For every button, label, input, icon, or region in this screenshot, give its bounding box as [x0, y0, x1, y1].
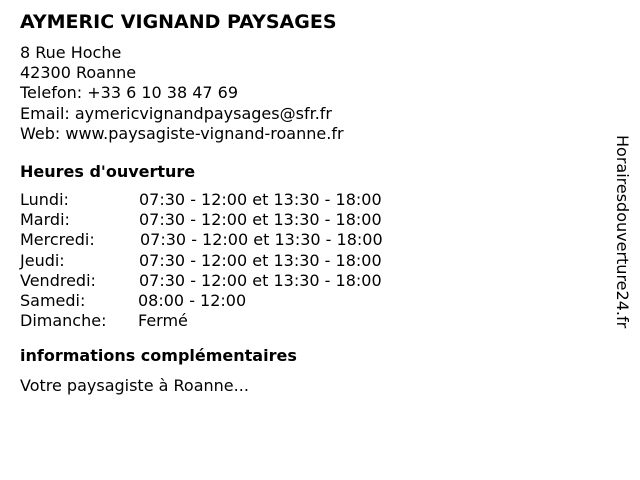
day-label: Mercredi:: [20, 230, 95, 250]
additional-info-heading: informations complémentaires: [20, 346, 297, 366]
contact-block: [20, 43, 600, 144]
street-address: 8 Rue Hoche: [20, 43, 122, 62]
time-range: 07:30 - 12:00 et 13:30 - 18:00: [139, 250, 382, 270]
business-card: [20, 10, 600, 396]
day-label: Jeudi:: [20, 250, 65, 270]
time-range: 08:00 - 12:00: [138, 290, 247, 310]
time-range: 07:30 - 12:00 et 13:30 - 18:00: [140, 230, 383, 250]
day-label: Vendredi:: [20, 270, 96, 290]
hours-row-sunday: [20, 311, 600, 331]
hours-row-friday: [20, 271, 600, 291]
hours-row-thursday: [20, 251, 600, 271]
time-range: 07:30 - 12:00 et 13:30 - 18:00: [139, 270, 382, 290]
time-range: 07:30 - 12:00 et 13:30 - 18:00: [139, 210, 382, 230]
business-name: AYMERIC VIGNAND PAYSAGES: [20, 11, 337, 33]
postal-city: 42300 Roanne: [20, 63, 137, 83]
hours-row-wednesday: [20, 230, 600, 250]
time-range: Fermé: [138, 311, 188, 331]
website-address: Web: www.paysagiste-vignand-roanne.fr: [20, 123, 344, 143]
email-address: Email: aymericvignandpaysages@sfr.fr: [20, 103, 332, 123]
site-brand-vertical: Horairesdouverture24.fr: [613, 135, 632, 329]
opening-hours-table: [20, 190, 600, 331]
hours-row-monday: [20, 190, 600, 210]
additional-info-text: Votre paysagiste à Roanne...: [20, 376, 249, 396]
hours-row-tuesday: [20, 210, 600, 230]
day-label: Samedi:: [20, 290, 86, 310]
phone-number: Telefon: +33 6 10 38 47 69: [20, 83, 239, 103]
time-range: 07:30 - 12:00 et 13:30 - 18:00: [139, 190, 382, 210]
day-label: Lundi:: [20, 190, 69, 210]
hours-row-saturday: [20, 291, 600, 311]
day-label: Dimanche:: [20, 311, 107, 331]
day-label: Mardi:: [20, 210, 70, 230]
opening-hours-heading: Heures d'ouverture: [20, 162, 196, 182]
